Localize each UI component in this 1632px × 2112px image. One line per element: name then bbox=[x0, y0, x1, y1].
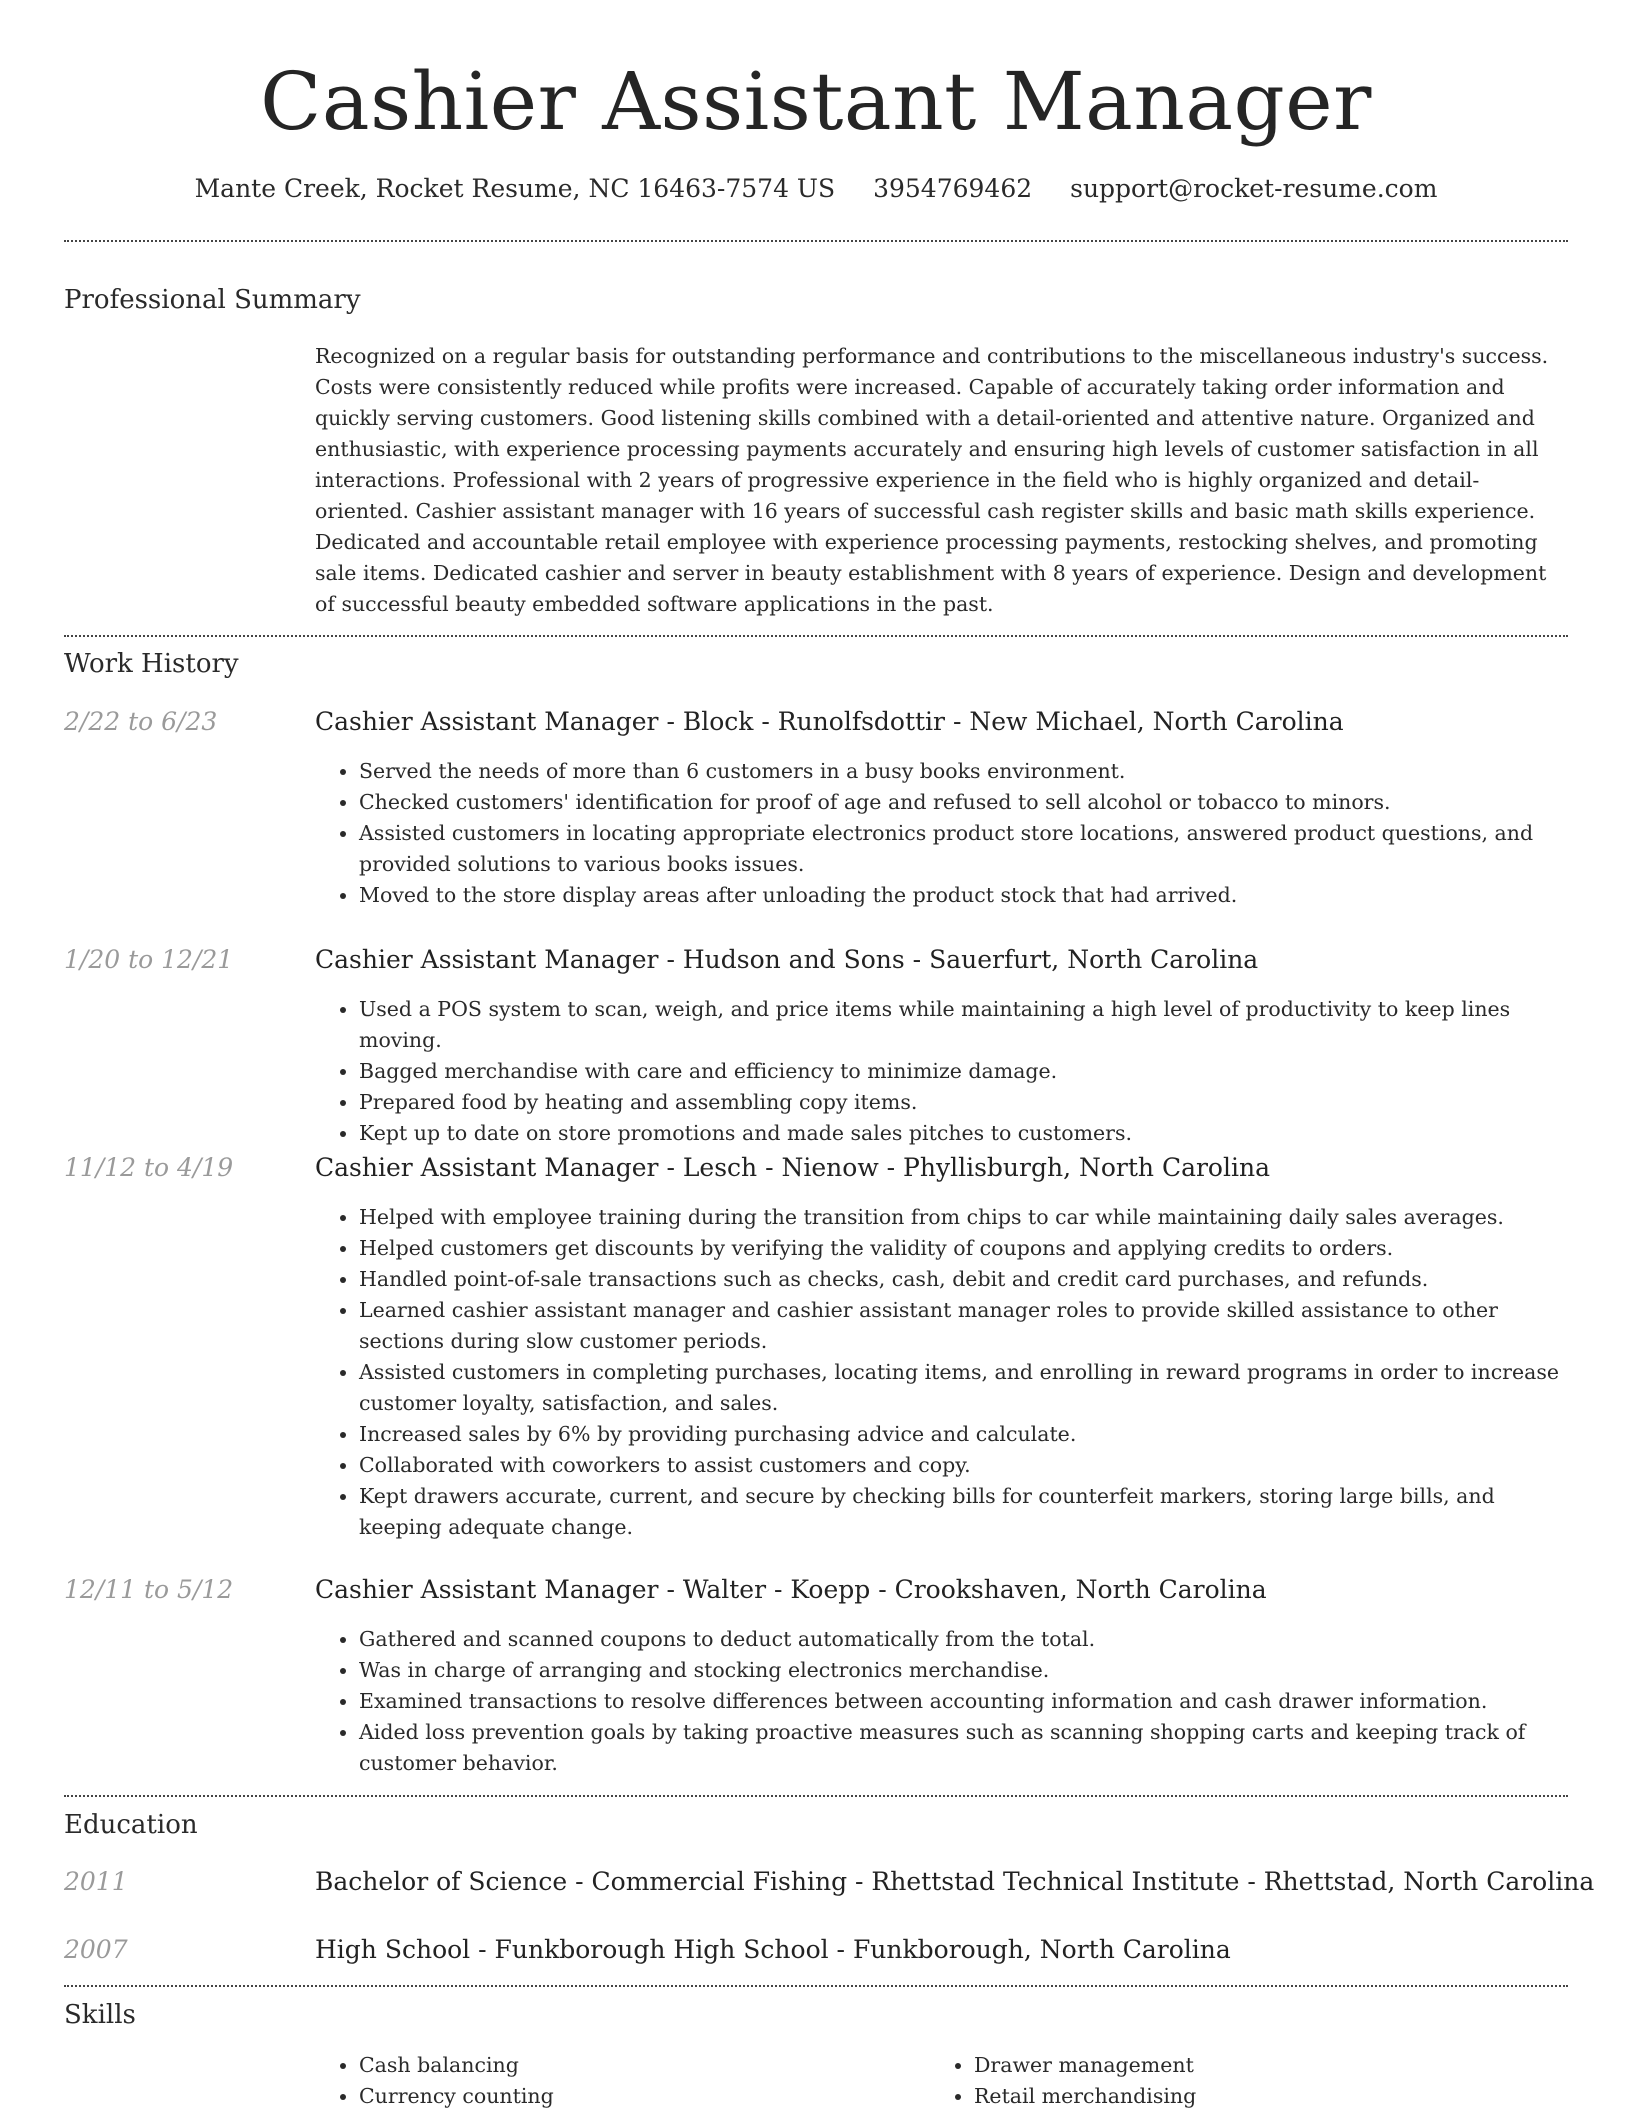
list-item: • Handled point-of-sale transactions such as checks, cash, debit and credit card purchases, and refunds. bbox=[359, 1264, 1570, 1295]
list-item: • Served the needs of more than 6 customers in a busy books environment. bbox=[359, 756, 1570, 787]
list-item: • Learned cashier assistant manager and cashier assistant manager roles to provide skilled assistance to other sections during slow customer periods. bbox=[359, 1295, 1570, 1357]
list-item: • Checked customers' identification for proof of age and refused to sell alcohol or tobacco to minors. bbox=[359, 787, 1570, 818]
job-dates: 11/12 to 4/19 bbox=[64, 1153, 234, 1182]
job-dates: 2/22 to 6/23 bbox=[64, 707, 218, 736]
edu-year: 2007 bbox=[64, 1935, 128, 1964]
section-title-summary: Professional Summary bbox=[64, 285, 361, 315]
divider bbox=[64, 240, 1568, 242]
job-bullets bbox=[315, 1202, 1570, 1543]
list-item: • Kept up to date on store promotions and made sales pitches to customers. bbox=[359, 1118, 1570, 1149]
divider bbox=[64, 635, 1568, 637]
edu-degree: High School bbox=[315, 1935, 471, 1964]
job-title: Cashier Assistant Manager - Hudson and Sons - Sauerfurt, North Carolina bbox=[315, 945, 1259, 974]
edu-entry bbox=[315, 1933, 1231, 1967]
skills-list-right bbox=[930, 2050, 1530, 2112]
list-item: • Helped customers get discounts by verifying the validity of coupons and applying credits to orders. bbox=[359, 1233, 1570, 1264]
list-item: • Currency counting bbox=[359, 2081, 915, 2112]
list-item: • Aided loss prevention goals by taking proactive measures such as scanning shopping carts and keeping track of customer behavior. bbox=[359, 1717, 1570, 1779]
list-item: • Cash balancing bbox=[359, 2050, 915, 2081]
job-bullets bbox=[315, 1624, 1570, 1779]
edu-year: 2011 bbox=[64, 1867, 128, 1896]
list-item: • Prepared food by heating and assembling copy items. bbox=[359, 1087, 1570, 1118]
divider bbox=[64, 1795, 1568, 1797]
edu-degree: Bachelor of Science - Commercial Fishing bbox=[315, 1867, 848, 1896]
job-title: Cashier Assistant Manager - Block - Runolfsdottir - New Michael, North Carolina bbox=[315, 707, 1344, 736]
divider bbox=[64, 1985, 1568, 1987]
list-item: • Was in charge of arranging and stocking electronics merchandise. bbox=[359, 1655, 1570, 1686]
job-bullets bbox=[315, 994, 1570, 1149]
list-item: • Kept drawers accurate, current, and secure by checking bills for counterfeit markers, storing large bills, and keeping adequate change. bbox=[359, 1481, 1570, 1543]
list-item: • Retail merchandising bbox=[974, 2081, 1530, 2112]
job-bullets bbox=[315, 756, 1570, 911]
section-title-skills: Skills bbox=[64, 2000, 136, 2030]
section-title-work: Work History bbox=[64, 649, 239, 679]
edu-entry bbox=[315, 1865, 1594, 1899]
edu-details: - Funkborough High School - Funkborough, North Carolina bbox=[470, 1935, 1231, 1964]
job-title: Cashier Assistant Manager - Lesch - Nienow - Phyllisburgh, North Carolina bbox=[315, 1153, 1270, 1182]
list-item: • Increased sales by 6% by providing purchasing advice and calculate. bbox=[359, 1419, 1570, 1450]
list-item: • Examined transactions to resolve differences between accounting information and cash drawer information. bbox=[359, 1686, 1570, 1717]
skills-list-left bbox=[315, 2050, 915, 2112]
job-title: Cashier Assistant Manager - Walter - Koepp - Crookshaven, North Carolina bbox=[315, 1575, 1267, 1604]
contact-address: Mante Creek, Rocket Resume, NC 16463-7574 US bbox=[194, 174, 836, 203]
edu-details: - Rhettstad Technical Institute - Rhettstad, North Carolina bbox=[847, 1867, 1595, 1896]
list-item: • Assisted customers in completing purchases, locating items, and enrolling in reward programs in order to increase customer loyalty, satisfaction, and sales. bbox=[359, 1357, 1570, 1419]
contact-phone: 3954769462 bbox=[873, 174, 1033, 203]
job-dates: 12/11 to 5/12 bbox=[64, 1575, 234, 1604]
list-item: • Collaborated with coworkers to assist customers and copy. bbox=[359, 1450, 1570, 1481]
contact-line bbox=[0, 172, 1632, 206]
list-item: • Used a POS system to scan, weigh, and price items while maintaining a high level of productivity to keep lines moving. bbox=[359, 994, 1570, 1056]
list-item: • Gathered and scanned coupons to deduct automatically from the total. bbox=[359, 1624, 1570, 1655]
job-dates: 1/20 to 12/21 bbox=[64, 945, 234, 974]
resume-name: Cashier Assistant Manager bbox=[260, 55, 1372, 148]
contact-email: support@rocket-resume.com bbox=[1070, 174, 1438, 203]
section-title-education: Education bbox=[64, 1810, 198, 1840]
list-item: • Helped with employee training during the transition from chips to car while maintaining daily sales averages. bbox=[359, 1202, 1570, 1233]
list-item: • Drawer management bbox=[974, 2050, 1530, 2081]
list-item: • Assisted customers in locating appropriate electronics product store locations, answered product questions, and provided solutions to various books issues. bbox=[359, 818, 1570, 880]
list-item: • Bagged merchandise with care and efficiency to minimize damage. bbox=[359, 1056, 1570, 1087]
list-item: • Moved to the store display areas after unloading the product stock that had arrived. bbox=[359, 880, 1570, 911]
summary-text: Recognized on a regular basis for outstanding performance and contributions to the miscellaneous industry's success. Costs were consistently reduced while profits were increased. Capable of accurately taking order information and quickly serving customers. Good listening skills combined with a detail-oriented and attentive nature. Organized and enthusiastic, with experience processing payments accurately and ensuring high levels of customer satisfaction in all interactions. Professional with 2 years of progressive experience in the field who is highly organized and detail-oriented. Cashier assistant manager with 16 years of successful cash register skills and basic math skills experience. Dedicated and accountable retail employee with experience processing payments, restocking shelves, and promoting sale items. Dedicated cashier and server in beauty establishment with 8 years of experience. Design and development of successful beauty embedded software applications in the past. bbox=[315, 344, 1549, 616]
